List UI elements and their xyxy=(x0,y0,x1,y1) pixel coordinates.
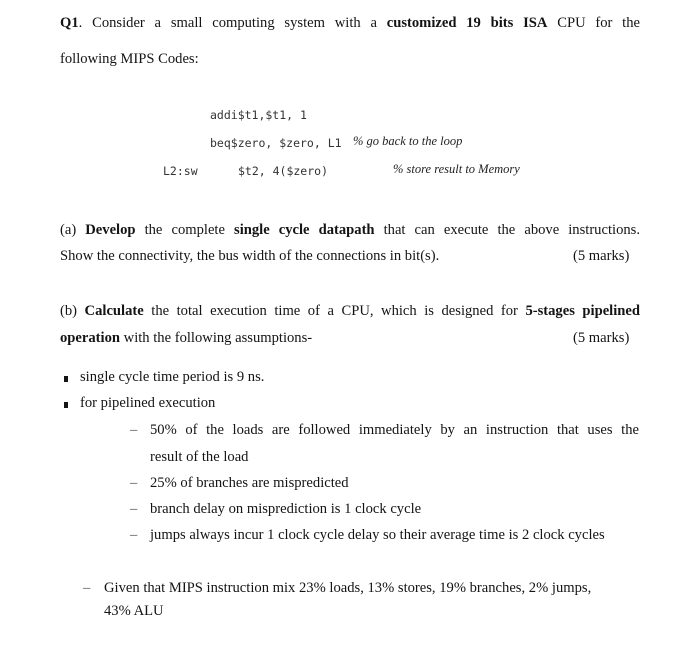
dash-icon: – xyxy=(130,527,138,543)
code-comment-loop: % go back to the loop xyxy=(353,134,463,148)
part-b-line-2: operation with the following assumptions- xyxy=(60,330,313,346)
bullet-item-1: single cycle time period is 9 ns. xyxy=(80,369,265,385)
sub-item-4: jumps always incur 1 clock cycle delay so their average time is 2 clock cycles xyxy=(150,527,605,543)
code-line-sw: $t2, 4($zero) xyxy=(238,164,329,178)
question-line-1: Q1. Consider a small computing system with a customized 19 bits ISA CPU for the xyxy=(60,15,641,31)
sub-item-1-line-2: result of the load xyxy=(150,449,249,465)
part-b-marks: (5 marks) xyxy=(573,330,630,346)
part-b-line-1: (b) Calculate the total execution time of a CPU, which is designed for 5-stages pipelined xyxy=(60,303,640,319)
given-line-2: 43% ALU xyxy=(104,603,164,619)
code-line-beq: beq$zero, $zero, L1 xyxy=(210,136,342,150)
dash-icon: – xyxy=(130,501,138,517)
code-line-addi: addi$t1,$t1, 1 xyxy=(210,108,307,122)
sub-item-3: branch delay on misprediction is 1 clock cycle xyxy=(150,501,422,517)
bullet-icon xyxy=(64,376,68,382)
part-a-line-1: (a) Develop the complete single cycle datapath that can execute the above instructions. xyxy=(60,222,640,238)
code-label-l2: L2:sw xyxy=(163,164,198,178)
sub-item-1-line-1: 50% of the loads are followed immediately by an instruction that uses the xyxy=(150,422,639,438)
dash-icon: – xyxy=(130,475,138,491)
question-number: Q1 xyxy=(60,15,79,31)
part-a-line-2: Show the connectivity, the bus width of the connections in bit(s). xyxy=(60,248,440,264)
given-line-1: Given that MIPS instruction mix 23% loads, 13% stores, 19% branches, 2% jumps, xyxy=(104,580,592,596)
part-a-marks: (5 marks) xyxy=(573,248,630,264)
bullet-item-2: for pipelined execution xyxy=(80,395,216,411)
sub-item-2: 25% of branches are mispredicted xyxy=(150,475,349,491)
dash-icon: – xyxy=(83,580,91,596)
question-line-2: following MIPS Codes: xyxy=(60,51,199,67)
bullet-icon xyxy=(64,402,68,408)
dash-icon: – xyxy=(130,422,138,438)
code-comment-store: % store result to Memory xyxy=(393,162,520,176)
